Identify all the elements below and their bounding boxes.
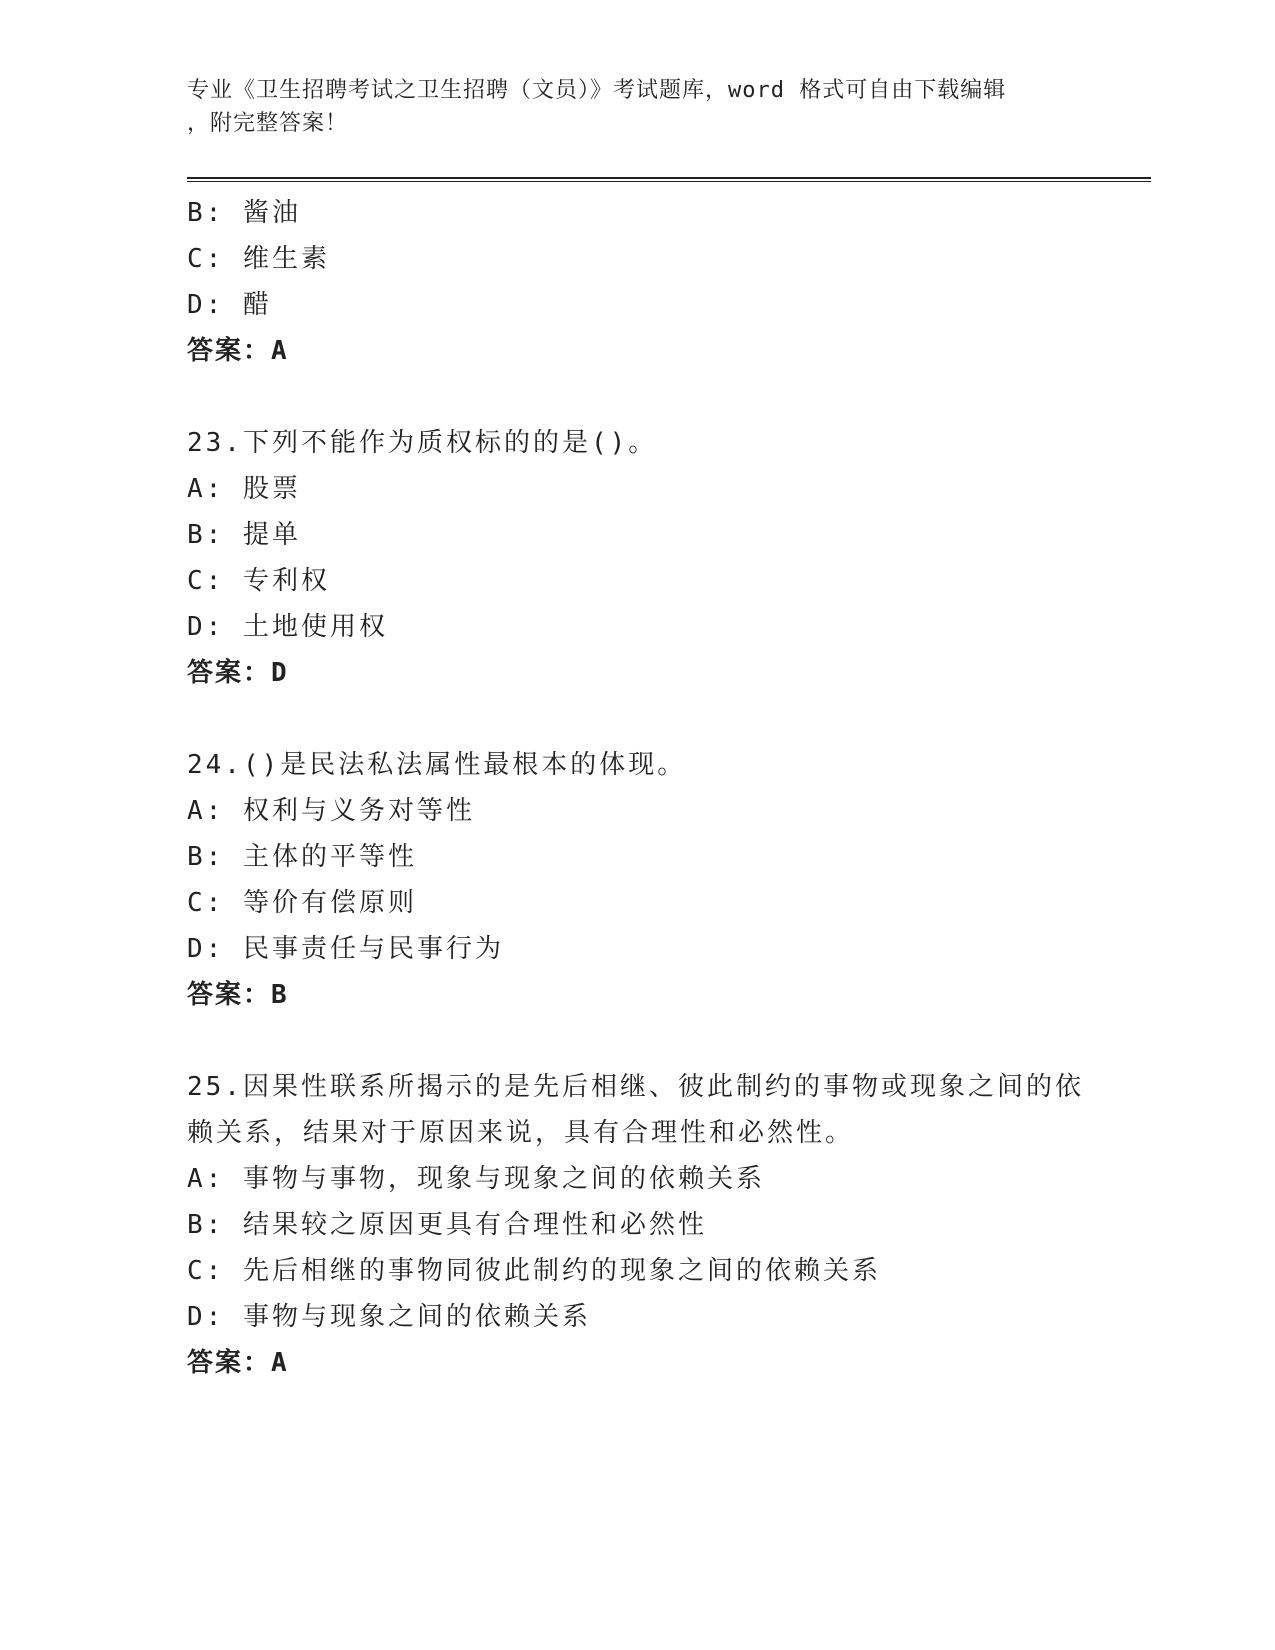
- question-23: [187, 420, 1147, 696]
- answer: 答案：A: [187, 336, 289, 366]
- page-header: [187, 74, 1087, 140]
- option-d: D: 醋: [187, 290, 272, 320]
- question-stem-line-1: 25.因果性联系所揭示的是先后相继、彼此制约的事物或现象之间的依: [187, 1072, 1084, 1102]
- option-d: D: 民事责任与民事行为: [187, 934, 504, 964]
- question-stem-line-2: 赖关系，结果对于原因来说，具有合理性和必然性。: [187, 1118, 855, 1148]
- option-b: B: 提单: [187, 520, 301, 550]
- option-c: C: 专利权: [187, 566, 330, 596]
- question-25: [187, 1064, 1147, 1386]
- option-c: C: 维生素: [187, 244, 330, 274]
- option-a: A: 权利与义务对等性: [187, 796, 475, 826]
- question-stem: 23.下列不能作为质权标的的是()。: [187, 428, 658, 458]
- option-b: B: 酱油: [187, 198, 301, 228]
- header-title-line-2: ，附完整答案！: [187, 111, 349, 136]
- question-list: [187, 190, 1147, 1386]
- option-d: D: 土地使用权: [187, 612, 388, 642]
- answer: 答案：B: [187, 980, 289, 1010]
- spacer: [187, 374, 1147, 420]
- answer: 答案：D: [187, 658, 289, 688]
- option-a: A: 事物与事物，现象与现象之间的依赖关系: [187, 1164, 765, 1194]
- option-b: B: 结果较之原因更具有合理性和必然性: [187, 1210, 707, 1240]
- header-divider: [187, 177, 1151, 182]
- spacer: [187, 696, 1147, 742]
- option-c: C: 等价有偿原则: [187, 888, 417, 918]
- question-22-continued: [187, 190, 1147, 374]
- option-a: A: 股票: [187, 474, 301, 504]
- spacer: [187, 1018, 1147, 1064]
- question-24: [187, 742, 1147, 1018]
- answer: 答案：A: [187, 1348, 289, 1378]
- question-stem: 24.()是民法私法属性最根本的体现。: [187, 750, 687, 780]
- option-b: B: 主体的平等性: [187, 842, 417, 872]
- header-title-line-1: 专业《卫生招聘考试之卫生招聘（文员）》考试题库，word 格式可自由下载编辑: [187, 78, 1007, 103]
- option-d: D: 事物与现象之间的依赖关系: [187, 1302, 591, 1332]
- option-c: C: 先后相继的事物同彼此制约的现象之间的依赖关系: [187, 1256, 881, 1286]
